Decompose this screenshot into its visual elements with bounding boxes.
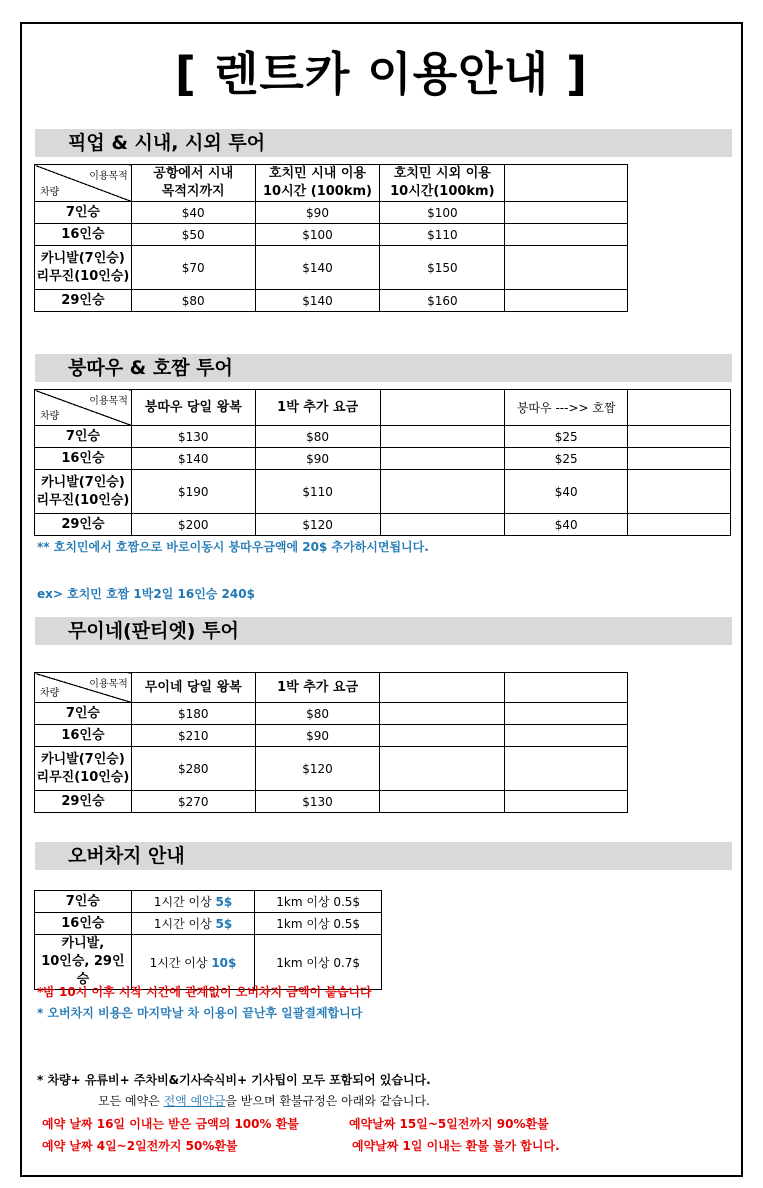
hourly-overcharge-cell: 1시간 이상 5$	[131, 891, 255, 913]
price-cell	[380, 747, 505, 791]
price-cell: $200	[131, 514, 255, 536]
price-cell	[505, 224, 628, 246]
muine-price-table	[34, 672, 628, 813]
price-cell: $80	[131, 290, 255, 312]
table-corner-cell: 이용목적 차량	[35, 673, 132, 703]
price-cell: $50	[131, 224, 255, 246]
column-header	[505, 165, 628, 202]
table-row	[35, 747, 628, 791]
refund-rule: 예약 날짜 16일 이내는 받은 금액의 100% 환불	[42, 1117, 299, 1131]
column-header: 1박 추가 요금	[255, 673, 380, 703]
price-cell	[380, 703, 505, 725]
price-cell	[505, 202, 628, 224]
vehicle-label: 7인승	[35, 703, 132, 725]
price-cell: $130	[131, 426, 255, 448]
price-cell: $40	[505, 514, 628, 536]
price-cell: $130	[255, 791, 380, 813]
price-cell: $25	[505, 426, 628, 448]
price-cell	[505, 747, 628, 791]
price-cell	[380, 470, 505, 514]
price-cell: $90	[255, 725, 380, 747]
price-cell: $280	[131, 747, 255, 791]
column-header	[628, 390, 731, 426]
table-row	[35, 913, 382, 935]
price-cell: $110	[255, 470, 380, 514]
price-cell: $150	[380, 246, 505, 290]
example-note: ex> 호치민 호짬 1박2일 16인승 240$	[37, 587, 255, 601]
vehicle-label: 16인승	[35, 224, 132, 246]
column-header	[380, 390, 505, 426]
price-cell: $90	[255, 202, 380, 224]
overcharge-payment-note: * 오버차지 비용은 마지막날 차 이용이 끝난후 일괄결제합니다	[37, 1006, 363, 1020]
vehicle-label: 카니발, 10인승, 29인승	[35, 935, 132, 990]
price-cell: $90	[255, 448, 380, 470]
column-header: 붕따우 당일 왕복	[131, 390, 255, 426]
section-heading-vungtau: 붕따우 & 호짬 투어	[35, 354, 732, 382]
vehicle-label: 16인승	[35, 725, 132, 747]
price-cell: $140	[255, 246, 380, 290]
price-cell: $40	[505, 470, 628, 514]
column-header: 무이네 당일 왕복	[131, 673, 255, 703]
hourly-overcharge-cell: 1시간 이상 5$	[131, 913, 255, 935]
price-cell	[380, 426, 505, 448]
price-cell: $100	[380, 202, 505, 224]
price-cell: $80	[255, 426, 380, 448]
price-cell: $140	[255, 290, 380, 312]
price-cell	[628, 514, 731, 536]
price-cell: $100	[255, 224, 380, 246]
column-header: 공항에서 시내 목적지까지	[131, 165, 255, 202]
price-cell	[505, 290, 628, 312]
refund-rule: 예약날짜 1일 이내는 환불 불가 합니다.	[352, 1139, 560, 1153]
vehicle-label: 7인승	[35, 202, 132, 224]
price-cell	[505, 791, 628, 813]
km-overcharge-cell: 1km 이상 0.5$	[255, 913, 382, 935]
vehicle-label: 카니발(7인승) 리무진(10인승)	[35, 470, 132, 514]
section-heading-overcharge: 오버차지 안내	[35, 842, 732, 870]
table-row	[35, 791, 628, 813]
page-title: [ 렌트카 이용안내 ]	[174, 47, 589, 101]
price-cell	[380, 791, 505, 813]
hourly-overcharge-cell: 1시간 이상 10$	[131, 935, 255, 990]
price-cell: $120	[255, 514, 380, 536]
km-overcharge-cell: 1km 이상 0.7$	[255, 935, 382, 990]
vehicle-label: 16인승	[35, 913, 132, 935]
table-row	[35, 891, 382, 913]
table-row	[35, 470, 731, 514]
price-cell	[505, 703, 628, 725]
column-header: 1박 추가 요금	[255, 390, 380, 426]
section-heading-pickup: 픽업 & 시내, 시외 투어	[35, 129, 732, 157]
table-row	[35, 290, 628, 312]
price-cell: $120	[255, 747, 380, 791]
section-heading-muine: 무이네(판티엣) 투어	[35, 617, 732, 645]
table-row	[35, 202, 628, 224]
table-corner-cell: 이용목적 차량	[35, 165, 132, 202]
price-cell: $80	[255, 703, 380, 725]
column-header	[380, 673, 505, 703]
column-header	[505, 673, 628, 703]
price-cell: $40	[131, 202, 255, 224]
pickup-price-table	[34, 164, 628, 312]
vehicle-label: 카니발(7인승) 리무진(10인승)	[35, 747, 132, 791]
vehicle-label: 29인승	[35, 791, 132, 813]
km-overcharge-cell: 1km 이상 0.5$	[255, 891, 382, 913]
vehicle-label: 16인승	[35, 448, 132, 470]
refund-rule: 예약날짜 15일~5일전까지 90%환불	[349, 1117, 549, 1131]
vehicle-label: 카니발(7인승) 리무진(10인승)	[35, 246, 132, 290]
deposit-note: 모든 예약은 전액 예약금을 받으며 환불규정은 아래와 같습니다.	[98, 1094, 430, 1108]
column-header: 호치민 시내 이용 10시간 (100km)	[255, 165, 380, 202]
price-cell	[380, 448, 505, 470]
overcharge-table	[34, 890, 382, 990]
price-cell: $270	[131, 791, 255, 813]
deposit-highlight: 전액 예약금	[163, 1094, 226, 1108]
table-row	[35, 725, 628, 747]
price-cell: $110	[380, 224, 505, 246]
price-cell: $70	[131, 246, 255, 290]
included-costs-note: * 차량+ 유류비+ 주차비&기사숙식비+ 기사팁이 모두 포함되어 있습니다.	[37, 1073, 431, 1087]
vehicle-label: 7인승	[35, 891, 132, 913]
table-row	[35, 448, 731, 470]
table-row	[35, 514, 731, 536]
price-cell	[628, 470, 731, 514]
refund-rule: 예약 날짜 4일~2일전까지 50%환불	[42, 1139, 238, 1153]
price-cell	[380, 725, 505, 747]
hotram-note: ** 호치민에서 호짬으로 바로이동시 붕따우금액에 20$ 추가하시면됩니다.	[37, 540, 429, 554]
night-overcharge-note: *밤 10시 이후 시작 시간에 관계없이 오버차지 금액이 붙습니다	[37, 985, 372, 999]
table-row	[35, 246, 628, 290]
column-header: 호치민 시외 이용 10시간(100km)	[380, 165, 505, 202]
column-header: 붕따우 --->> 호짬	[505, 390, 628, 426]
table-row	[35, 224, 628, 246]
vehicle-label: 29인승	[35, 290, 132, 312]
price-cell: $210	[131, 725, 255, 747]
price-cell	[628, 448, 731, 470]
price-cell: $25	[505, 448, 628, 470]
vehicle-label: 7인승	[35, 426, 132, 448]
price-cell	[505, 246, 628, 290]
price-cell	[505, 725, 628, 747]
price-cell: $190	[131, 470, 255, 514]
vungtau-price-table	[34, 389, 731, 536]
table-row	[35, 426, 731, 448]
table-corner-cell: 이용목적 차량	[35, 390, 132, 426]
price-cell: $160	[380, 290, 505, 312]
table-row	[35, 935, 382, 990]
price-cell	[380, 514, 505, 536]
price-cell	[628, 426, 731, 448]
price-cell: $140	[131, 448, 255, 470]
vehicle-label: 29인승	[35, 514, 132, 536]
table-row	[35, 703, 628, 725]
price-cell: $180	[131, 703, 255, 725]
